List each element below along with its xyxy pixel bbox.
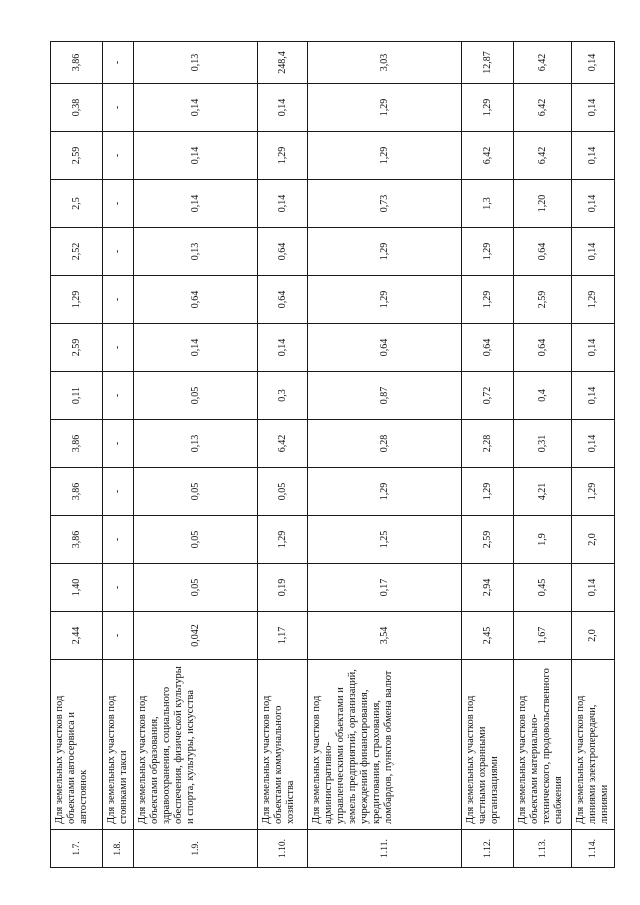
value-cell: 3,86: [51, 42, 103, 84]
value-cell: 1,20: [514, 180, 572, 228]
value-cell: 0,14: [134, 180, 258, 228]
value-cell: 0,3: [258, 372, 308, 420]
value-cell: 0,05: [134, 372, 258, 420]
value-cell: 3,86: [51, 516, 103, 564]
row-number: 1.7.: [51, 830, 103, 868]
value-cell: 0,64: [308, 324, 462, 372]
value-cell: -: [103, 468, 134, 516]
value-cell: 2,0: [572, 612, 615, 660]
value-cell: 0,87: [308, 372, 462, 420]
table-row: [134, 42, 258, 868]
row-number: 1.14.: [572, 830, 615, 868]
table-row: [103, 42, 134, 868]
value-cell: 0,13: [134, 42, 258, 84]
value-cell: 1,9: [514, 516, 572, 564]
value-cell: 0,19: [258, 564, 308, 612]
value-cell: -: [103, 564, 134, 612]
value-cell: 0,72: [462, 372, 514, 420]
value-cell: 0,14: [572, 372, 615, 420]
table-row: [258, 42, 308, 868]
value-cell: 0,64: [258, 276, 308, 324]
value-cell: -: [103, 84, 134, 132]
value-cell: 2,59: [51, 324, 103, 372]
value-cell: 0,14: [572, 564, 615, 612]
value-cell: -: [103, 612, 134, 660]
value-cell: 1,29: [572, 468, 615, 516]
value-cell: 1,29: [572, 276, 615, 324]
value-cell: 0,14: [134, 132, 258, 180]
value-cell: 0,14: [572, 180, 615, 228]
value-cell: 0,13: [134, 228, 258, 276]
value-cell: 0,73: [308, 180, 462, 228]
value-cell: 1,3: [462, 180, 514, 228]
value-cell: 2,44: [51, 612, 103, 660]
value-cell: -: [103, 228, 134, 276]
row-description: Для земельных участков под линиями электропередачи, линиями: [572, 660, 615, 830]
value-cell: 0,14: [572, 132, 615, 180]
value-cell: 1,67: [514, 612, 572, 660]
value-cell: 1,29: [51, 276, 103, 324]
row-description: Для земельных участков под объектами материально-технического, продовольственного снабжения: [514, 660, 572, 830]
row-description: Для земельных участков под объектами автосервиса и автостоянок: [51, 660, 103, 830]
row-number: 1.8.: [103, 830, 134, 868]
value-cell: 0,05: [258, 468, 308, 516]
value-cell: 2,0: [572, 516, 615, 564]
value-cell: 2,59: [51, 132, 103, 180]
value-cell: -: [103, 372, 134, 420]
value-cell: 1,29: [258, 132, 308, 180]
row-description: Для земельных участков под частными охранными организациями: [462, 660, 514, 830]
value-cell: 1,29: [308, 132, 462, 180]
value-cell: 4,21: [514, 468, 572, 516]
table-row: [462, 42, 514, 868]
value-cell: 0,14: [134, 324, 258, 372]
value-cell: 0,13: [134, 420, 258, 468]
value-cell: 6,42: [514, 84, 572, 132]
value-cell: 12,87: [462, 42, 514, 84]
value-cell: 3,86: [51, 420, 103, 468]
value-cell: 2,45: [462, 612, 514, 660]
value-cell: -: [103, 180, 134, 228]
value-cell: 0,64: [514, 324, 572, 372]
table-body: [51, 42, 615, 868]
row-number: 1.9.: [134, 830, 258, 868]
value-cell: 1,29: [308, 228, 462, 276]
value-cell: 0,05: [134, 564, 258, 612]
table-row: [51, 42, 103, 868]
value-cell: 1,29: [462, 468, 514, 516]
value-cell: 0,17: [308, 564, 462, 612]
value-cell: 0,45: [514, 564, 572, 612]
tariff-table: [50, 41, 615, 868]
row-description: Для земельных участков под стоянками такси: [103, 660, 134, 830]
value-cell: 0,14: [572, 84, 615, 132]
value-cell: 0,64: [134, 276, 258, 324]
value-cell: 0,05: [134, 516, 258, 564]
value-cell: 3,86: [51, 468, 103, 516]
value-cell: 1,29: [308, 84, 462, 132]
value-cell: 0,14: [572, 42, 615, 84]
value-cell: 248,4: [258, 42, 308, 84]
value-cell: 3,54: [308, 612, 462, 660]
table-row: [572, 42, 615, 868]
value-cell: 0,14: [572, 228, 615, 276]
value-cell: 1,40: [51, 564, 103, 612]
value-cell: 0,31: [514, 420, 572, 468]
value-cell: 2,59: [462, 516, 514, 564]
value-cell: 6,42: [514, 42, 572, 84]
value-cell: 1,29: [308, 276, 462, 324]
value-cell: 0,4: [514, 372, 572, 420]
value-cell: 1,29: [462, 84, 514, 132]
value-cell: 0,14: [572, 324, 615, 372]
value-cell: 2,52: [51, 228, 103, 276]
row-description: Для земельных участков под объектами образования, здравоохранения, социального обеспечения, физической культуры и спорта, культуры, искусства: [134, 660, 258, 830]
value-cell: -: [103, 516, 134, 564]
value-cell: 0,14: [134, 84, 258, 132]
value-cell: 0,05: [134, 468, 258, 516]
value-cell: 1,17: [258, 612, 308, 660]
value-cell: 2,5: [51, 180, 103, 228]
value-cell: 6,42: [514, 132, 572, 180]
value-cell: 0,14: [572, 420, 615, 468]
row-number: 1.10.: [258, 830, 308, 868]
value-cell: -: [103, 42, 134, 84]
rotated-page: [50, 42, 610, 868]
value-cell: 0,28: [308, 420, 462, 468]
row-number: 1.13.: [514, 830, 572, 868]
value-cell: -: [103, 132, 134, 180]
value-cell: 2,59: [514, 276, 572, 324]
value-cell: -: [103, 276, 134, 324]
table-row: [514, 42, 572, 868]
value-cell: 0,64: [462, 324, 514, 372]
value-cell: 0,64: [258, 228, 308, 276]
value-cell: 0,14: [258, 180, 308, 228]
value-cell: 3,03: [308, 42, 462, 84]
value-cell: 6,42: [462, 132, 514, 180]
value-cell: 6,42: [258, 420, 308, 468]
value-cell: 0,042: [134, 612, 258, 660]
value-cell: 1,29: [308, 468, 462, 516]
row-description: Для земельных участков под административно-управленческими объектами и земель предприятий, организаций, учреждений финансирования, кредитования, страхования, ломбардов, пунктов обмена валют: [308, 660, 462, 830]
value-cell: -: [103, 420, 134, 468]
value-cell: 2,28: [462, 420, 514, 468]
row-number: 1.11.: [308, 830, 462, 868]
value-cell: 0,14: [258, 84, 308, 132]
value-cell: 1,29: [462, 276, 514, 324]
value-cell: 0,14: [258, 324, 308, 372]
value-cell: 1,25: [308, 516, 462, 564]
value-cell: 0,11: [51, 372, 103, 420]
row-number: 1.12.: [462, 830, 514, 868]
value-cell: 0,38: [51, 84, 103, 132]
value-cell: 1,29: [258, 516, 308, 564]
value-cell: -: [103, 324, 134, 372]
value-cell: 2,94: [462, 564, 514, 612]
table-row: [308, 42, 462, 868]
row-description: Для земельных участков под объектами коммунального хозяйства: [258, 660, 308, 830]
value-cell: 0,64: [514, 228, 572, 276]
value-cell: 1,29: [462, 228, 514, 276]
